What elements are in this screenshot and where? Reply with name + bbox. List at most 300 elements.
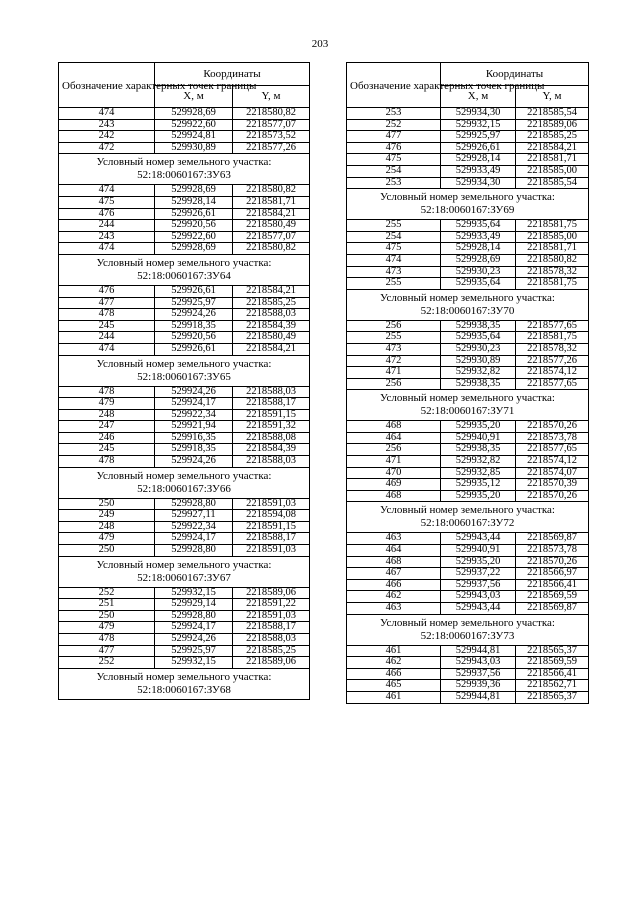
x-coordinate-cell: 529943,03 (441, 591, 516, 603)
point-number-cell: 468 (347, 490, 441, 502)
table-row (347, 231, 589, 243)
point-number-cell: 255 (347, 278, 441, 290)
table-row (59, 599, 310, 611)
x-coordinate-cell: 529937,56 (441, 579, 516, 591)
x-coordinate-cell: 529924,26 (155, 634, 233, 646)
point-number-cell: 461 (347, 645, 441, 657)
point-number-cell: 476 (59, 208, 155, 220)
x-coordinate-cell: 529918,35 (155, 320, 233, 332)
point-number-cell: 474 (59, 185, 155, 197)
header-x: X, м (441, 86, 516, 108)
y-coordinate-cell: 2218577,26 (233, 142, 310, 154)
table-row (347, 119, 589, 131)
x-coordinate-cell: 529938,35 (441, 320, 516, 332)
header-designation: Обозначение характерных точек границы (59, 63, 155, 108)
point-number-cell: 477 (59, 297, 155, 309)
point-number-cell: 255 (347, 220, 441, 232)
point-number-cell: 250 (59, 610, 155, 622)
point-number-cell: 473 (347, 343, 441, 355)
y-coordinate-cell: 2218570,26 (516, 490, 589, 502)
x-coordinate-cell: 529935,20 (441, 556, 516, 568)
x-coordinate-cell: 529921,94 (155, 421, 233, 433)
plot-number-cell (347, 189, 589, 220)
x-coordinate-cell: 529925,97 (155, 645, 233, 657)
y-coordinate-cell: 2218562,71 (516, 680, 589, 692)
y-coordinate-cell: 2218591,15 (233, 409, 310, 421)
y-coordinate-cell: 2218565,37 (516, 645, 589, 657)
table-row (347, 490, 589, 502)
plot-header-row (347, 614, 589, 645)
y-coordinate-cell: 2218570,39 (516, 479, 589, 491)
point-number-cell: 465 (347, 680, 441, 692)
x-coordinate-cell: 529928,69 (155, 243, 233, 255)
y-coordinate-cell: 2218574,07 (516, 467, 589, 479)
table-row (347, 355, 589, 367)
y-coordinate-cell: 2218581,71 (516, 154, 589, 166)
point-number-cell: 244 (59, 220, 155, 232)
x-coordinate-cell: 529935,20 (441, 421, 516, 433)
x-coordinate-cell: 529930,89 (441, 355, 516, 367)
plot-number: 52:18:0060167:ЗУ68 (137, 683, 231, 696)
point-number-cell: 478 (59, 309, 155, 321)
plot-label: Условный номер земельного участка: (96, 558, 272, 571)
x-coordinate-cell: 529916,35 (155, 432, 233, 444)
table-row (59, 456, 310, 468)
y-coordinate-cell: 2218591,03 (233, 498, 310, 510)
x-coordinate-cell: 529922,60 (155, 231, 233, 243)
x-coordinate-cell: 529922,60 (155, 119, 233, 131)
plot-number-cell (347, 289, 589, 320)
y-coordinate-cell: 2218570,26 (516, 421, 589, 433)
x-coordinate-cell: 529934,30 (441, 177, 516, 189)
plot-header-row (59, 254, 310, 285)
plot-number-cell (59, 355, 310, 386)
table-row (347, 165, 589, 177)
x-coordinate-cell: 529943,44 (441, 533, 516, 545)
x-coordinate-cell: 529930,89 (155, 142, 233, 154)
plot-label: Условный номер земельного участка: (380, 504, 555, 517)
point-number-cell: 248 (59, 521, 155, 533)
plot-label: Условный номер земельного участка: (380, 392, 555, 405)
point-number-cell: 475 (347, 154, 441, 166)
point-number-cell: 243 (59, 231, 155, 243)
y-coordinate-cell: 2218581,75 (516, 220, 589, 232)
point-number-cell: 475 (347, 243, 441, 255)
table-row (59, 510, 310, 522)
x-coordinate-cell: 529940,91 (441, 545, 516, 557)
y-coordinate-cell: 2218577,07 (233, 119, 310, 131)
x-coordinate-cell: 529935,64 (441, 278, 516, 290)
plot-header-row (347, 502, 589, 533)
table-row (347, 645, 589, 657)
plot-label: Условный номер земельного участка: (96, 156, 272, 169)
y-coordinate-cell: 2218565,37 (516, 691, 589, 703)
x-coordinate-cell: 529920,56 (155, 220, 233, 232)
table-row (59, 343, 310, 355)
point-number-cell: 479 (59, 398, 155, 410)
table-row (347, 332, 589, 344)
coordinates-table-right (346, 62, 589, 704)
y-coordinate-cell: 2218578,32 (516, 343, 589, 355)
y-coordinate-cell: 2218588,08 (233, 432, 310, 444)
y-coordinate-cell: 2218577,65 (516, 320, 589, 332)
point-number-cell: 250 (59, 498, 155, 510)
table-row (347, 142, 589, 154)
plot-number: 52:18:0060167:ЗУ69 (420, 204, 515, 217)
point-number-cell: 253 (347, 108, 441, 120)
plot-label: Условный номер земельного участка: (380, 616, 555, 629)
point-number-cell: 468 (347, 421, 441, 433)
point-number-cell: 472 (347, 355, 441, 367)
plot-number: 52:18:0060167:ЗУ63 (137, 169, 231, 182)
point-number-cell: 245 (59, 444, 155, 456)
table-row (59, 320, 310, 332)
plot-number-cell (347, 390, 589, 421)
point-number-cell: 248 (59, 409, 155, 421)
x-coordinate-cell: 529924,17 (155, 398, 233, 410)
point-number-cell: 470 (347, 467, 441, 479)
x-coordinate-cell: 529927,11 (155, 510, 233, 522)
plot-number: 52:18:0060167:ЗУ64 (137, 269, 231, 282)
x-coordinate-cell: 529925,97 (441, 131, 516, 143)
y-coordinate-cell: 2218574,12 (516, 367, 589, 379)
y-coordinate-cell: 2218588,17 (233, 398, 310, 410)
point-number-cell: 476 (347, 142, 441, 154)
point-number-cell: 463 (347, 533, 441, 545)
y-coordinate-cell: 2218585,25 (516, 131, 589, 143)
point-number-cell: 478 (59, 456, 155, 468)
table-row (59, 421, 310, 433)
y-coordinate-cell: 2218580,49 (233, 332, 310, 344)
page-number: 203 (311, 38, 329, 50)
plot-label: Условный номер земельного участка: (96, 357, 272, 370)
x-coordinate-cell: 529928,69 (155, 185, 233, 197)
plot-header-row (59, 467, 310, 498)
table-row (59, 533, 310, 545)
y-coordinate-cell: 2218573,78 (516, 432, 589, 444)
table-row (347, 680, 589, 692)
x-coordinate-cell: 529932,15 (155, 657, 233, 669)
plot-label: Условный номер земельного участка: (380, 291, 555, 304)
plot-header-row (59, 154, 310, 185)
x-coordinate-cell: 529924,26 (155, 456, 233, 468)
x-coordinate-cell: 529922,34 (155, 521, 233, 533)
point-number-cell: 247 (59, 421, 155, 433)
point-number-cell: 250 (59, 545, 155, 557)
table-row (59, 398, 310, 410)
table-row (59, 645, 310, 657)
plot-number-cell (347, 614, 589, 645)
point-number-cell: 252 (59, 587, 155, 599)
point-number-cell: 466 (347, 668, 441, 680)
x-coordinate-cell: 529934,30 (441, 108, 516, 120)
table-row (59, 231, 310, 243)
x-coordinate-cell: 529932,15 (441, 119, 516, 131)
point-number-cell: 256 (347, 320, 441, 332)
y-coordinate-cell: 2218569,87 (516, 603, 589, 615)
table-row (347, 579, 589, 591)
table-row (59, 657, 310, 669)
table-row (347, 266, 589, 278)
plot-label: Условный номер земельного участка: (96, 670, 272, 683)
table-row (59, 521, 310, 533)
point-number-cell: 245 (59, 320, 155, 332)
y-coordinate-cell: 2218578,32 (516, 266, 589, 278)
x-coordinate-cell: 529935,64 (441, 332, 516, 344)
x-coordinate-cell: 529928,80 (155, 610, 233, 622)
y-coordinate-cell: 2218581,75 (516, 332, 589, 344)
point-number-cell: 476 (59, 285, 155, 297)
plot-label: Условный номер земельного участка: (380, 191, 555, 204)
table-row (347, 467, 589, 479)
x-coordinate-cell: 529924,26 (155, 309, 233, 321)
table-row (59, 634, 310, 646)
table-row (347, 343, 589, 355)
table-row (347, 545, 589, 557)
plot-number-cell (59, 254, 310, 285)
plot-header-row (59, 556, 310, 587)
x-coordinate-cell: 529930,23 (441, 343, 516, 355)
y-coordinate-cell: 2218584,39 (233, 320, 310, 332)
x-coordinate-cell: 529937,56 (441, 668, 516, 680)
y-coordinate-cell: 2218584,21 (233, 285, 310, 297)
table-row (59, 409, 310, 421)
plot-number: 52:18:0060167:ЗУ71 (420, 405, 515, 418)
coordinates-table-left (58, 62, 310, 700)
table-row (347, 668, 589, 680)
table-row (347, 108, 589, 120)
y-coordinate-cell: 2218584,21 (233, 208, 310, 220)
table-row (59, 386, 310, 398)
point-number-cell: 256 (347, 444, 441, 456)
y-coordinate-cell: 2218581,75 (516, 278, 589, 290)
plot-number: 52:18:0060167:ЗУ72 (420, 517, 515, 530)
x-coordinate-cell: 529944,81 (441, 645, 516, 657)
point-number-cell: 469 (347, 479, 441, 491)
point-number-cell: 477 (59, 645, 155, 657)
table-row (59, 622, 310, 634)
table-row (347, 131, 589, 143)
table-row (59, 185, 310, 197)
x-coordinate-cell: 529928,14 (441, 243, 516, 255)
y-coordinate-cell: 2218591,22 (233, 599, 310, 611)
y-coordinate-cell: 2218585,54 (516, 177, 589, 189)
table-row (59, 610, 310, 622)
x-coordinate-cell: 529930,23 (441, 266, 516, 278)
y-coordinate-cell: 2218584,39 (233, 444, 310, 456)
y-coordinate-cell: 2218588,17 (233, 533, 310, 545)
table-row (347, 456, 589, 468)
table-row (59, 498, 310, 510)
x-coordinate-cell: 529925,97 (155, 297, 233, 309)
y-coordinate-cell: 2218574,12 (516, 456, 589, 468)
point-number-cell: 461 (347, 691, 441, 703)
point-number-cell: 256 (347, 378, 441, 390)
y-coordinate-cell: 2218580,49 (233, 220, 310, 232)
table-row (347, 657, 589, 669)
point-number-cell: 254 (347, 231, 441, 243)
table-row (59, 142, 310, 154)
point-number-cell: 249 (59, 510, 155, 522)
point-number-cell: 252 (347, 119, 441, 131)
point-number-cell: 243 (59, 119, 155, 131)
table-row (59, 332, 310, 344)
table-row (347, 177, 589, 189)
table-row (347, 243, 589, 255)
point-number-cell: 474 (347, 254, 441, 266)
y-coordinate-cell: 2218585,25 (233, 645, 310, 657)
point-number-cell: 251 (59, 599, 155, 611)
table-row (347, 254, 589, 266)
plot-header-row (347, 289, 589, 320)
table-row (59, 285, 310, 297)
y-coordinate-cell: 2218577,07 (233, 231, 310, 243)
y-coordinate-cell: 2218580,82 (516, 254, 589, 266)
x-coordinate-cell: 529924,17 (155, 622, 233, 634)
table-row (59, 545, 310, 557)
y-coordinate-cell: 2218588,03 (233, 386, 310, 398)
plot-header-row (59, 668, 310, 699)
y-coordinate-cell: 2218588,03 (233, 456, 310, 468)
x-coordinate-cell: 529928,69 (155, 108, 233, 120)
y-coordinate-cell: 2218588,17 (233, 622, 310, 634)
point-number-cell: 462 (347, 591, 441, 603)
y-coordinate-cell: 2218591,15 (233, 521, 310, 533)
plot-number-cell (59, 467, 310, 498)
y-coordinate-cell: 2218577,65 (516, 444, 589, 456)
point-number-cell: 472 (59, 142, 155, 154)
plot-label: Условный номер земельного участка: (96, 469, 272, 482)
header-designation: Обозначение характерных точек границы (347, 63, 441, 108)
plot-number: 52:18:0060167:ЗУ70 (420, 304, 515, 317)
y-coordinate-cell: 2218585,00 (516, 231, 589, 243)
y-coordinate-cell: 2218566,41 (516, 668, 589, 680)
point-number-cell: 255 (347, 332, 441, 344)
plot-number: 52:18:0060167:ЗУ67 (137, 571, 231, 584)
header-coordinates: Координаты (155, 63, 310, 86)
x-coordinate-cell: 529920,56 (155, 332, 233, 344)
x-coordinate-cell: 529918,35 (155, 444, 233, 456)
x-coordinate-cell: 529944,81 (441, 691, 516, 703)
plot-number-cell (59, 154, 310, 185)
table-row (347, 421, 589, 433)
plot-header-row (347, 189, 589, 220)
table-row (347, 154, 589, 166)
y-coordinate-cell: 2218577,26 (516, 355, 589, 367)
table-row (347, 591, 589, 603)
point-number-cell: 478 (59, 634, 155, 646)
header-y: Y, м (233, 86, 310, 108)
y-coordinate-cell: 2218591,32 (233, 421, 310, 433)
y-coordinate-cell: 2218589,06 (516, 119, 589, 131)
y-coordinate-cell: 2218580,82 (233, 185, 310, 197)
point-number-cell: 462 (347, 657, 441, 669)
y-coordinate-cell: 2218588,03 (233, 634, 310, 646)
y-coordinate-cell: 2218584,21 (233, 343, 310, 355)
table-row (347, 556, 589, 568)
y-coordinate-cell: 2218566,41 (516, 579, 589, 591)
y-coordinate-cell: 2218566,97 (516, 568, 589, 580)
point-number-cell: 473 (347, 266, 441, 278)
x-coordinate-cell: 529940,91 (441, 432, 516, 444)
table-row (347, 367, 589, 379)
y-coordinate-cell: 2218588,03 (233, 309, 310, 321)
y-coordinate-cell: 2218573,78 (516, 545, 589, 557)
x-coordinate-cell: 529926,61 (155, 208, 233, 220)
x-coordinate-cell: 529922,34 (155, 409, 233, 421)
y-coordinate-cell: 2218584,21 (516, 142, 589, 154)
y-coordinate-cell: 2218580,82 (233, 243, 310, 255)
x-coordinate-cell: 529935,64 (441, 220, 516, 232)
table-row (59, 309, 310, 321)
point-number-cell: 479 (59, 533, 155, 545)
table-row (59, 208, 310, 220)
plot-number: 52:18:0060167:ЗУ73 (420, 629, 515, 642)
point-number-cell: 475 (59, 196, 155, 208)
y-coordinate-cell: 2218569,59 (516, 657, 589, 669)
x-coordinate-cell: 529935,12 (441, 479, 516, 491)
y-coordinate-cell: 2218591,03 (233, 610, 310, 622)
y-coordinate-cell: 2218589,06 (233, 587, 310, 599)
table-row (347, 603, 589, 615)
y-coordinate-cell: 2218580,82 (233, 108, 310, 120)
x-coordinate-cell: 529924,81 (155, 131, 233, 143)
x-coordinate-cell: 529928,14 (155, 196, 233, 208)
point-number-cell: 463 (347, 603, 441, 615)
x-coordinate-cell: 529938,35 (441, 444, 516, 456)
x-coordinate-cell: 529924,26 (155, 386, 233, 398)
table-row (347, 533, 589, 545)
table-row (347, 432, 589, 444)
table-row (59, 432, 310, 444)
y-coordinate-cell: 2218577,65 (516, 378, 589, 390)
table-row (59, 243, 310, 255)
x-coordinate-cell: 529926,61 (441, 142, 516, 154)
table-row (59, 119, 310, 131)
x-coordinate-cell: 529939,36 (441, 680, 516, 692)
point-number-cell: 246 (59, 432, 155, 444)
table-row (347, 278, 589, 290)
point-number-cell: 467 (347, 568, 441, 580)
x-coordinate-cell: 529943,44 (441, 603, 516, 615)
x-coordinate-cell: 529932,82 (441, 367, 516, 379)
x-coordinate-cell: 529933,49 (441, 231, 516, 243)
point-number-cell: 464 (347, 545, 441, 557)
point-number-cell: 244 (59, 332, 155, 344)
x-coordinate-cell: 529928,80 (155, 545, 233, 557)
y-coordinate-cell: 2218594,08 (233, 510, 310, 522)
point-number-cell: 474 (59, 343, 155, 355)
header-x: X, м (155, 86, 233, 108)
point-number-cell: 464 (347, 432, 441, 444)
x-coordinate-cell: 529937,22 (441, 568, 516, 580)
table-row (347, 479, 589, 491)
plot-number-cell (347, 502, 589, 533)
table-row (59, 297, 310, 309)
header-coordinates: Координаты (441, 63, 589, 86)
y-coordinate-cell: 2218570,26 (516, 556, 589, 568)
table-row (59, 196, 310, 208)
table-row (59, 108, 310, 120)
point-number-cell: 252 (59, 657, 155, 669)
plot-number-cell (59, 668, 310, 699)
x-coordinate-cell: 529933,49 (441, 165, 516, 177)
x-coordinate-cell: 529935,20 (441, 490, 516, 502)
y-coordinate-cell: 2218585,25 (233, 297, 310, 309)
x-coordinate-cell: 529928,80 (155, 498, 233, 510)
x-coordinate-cell: 529932,15 (155, 587, 233, 599)
table-row (347, 320, 589, 332)
